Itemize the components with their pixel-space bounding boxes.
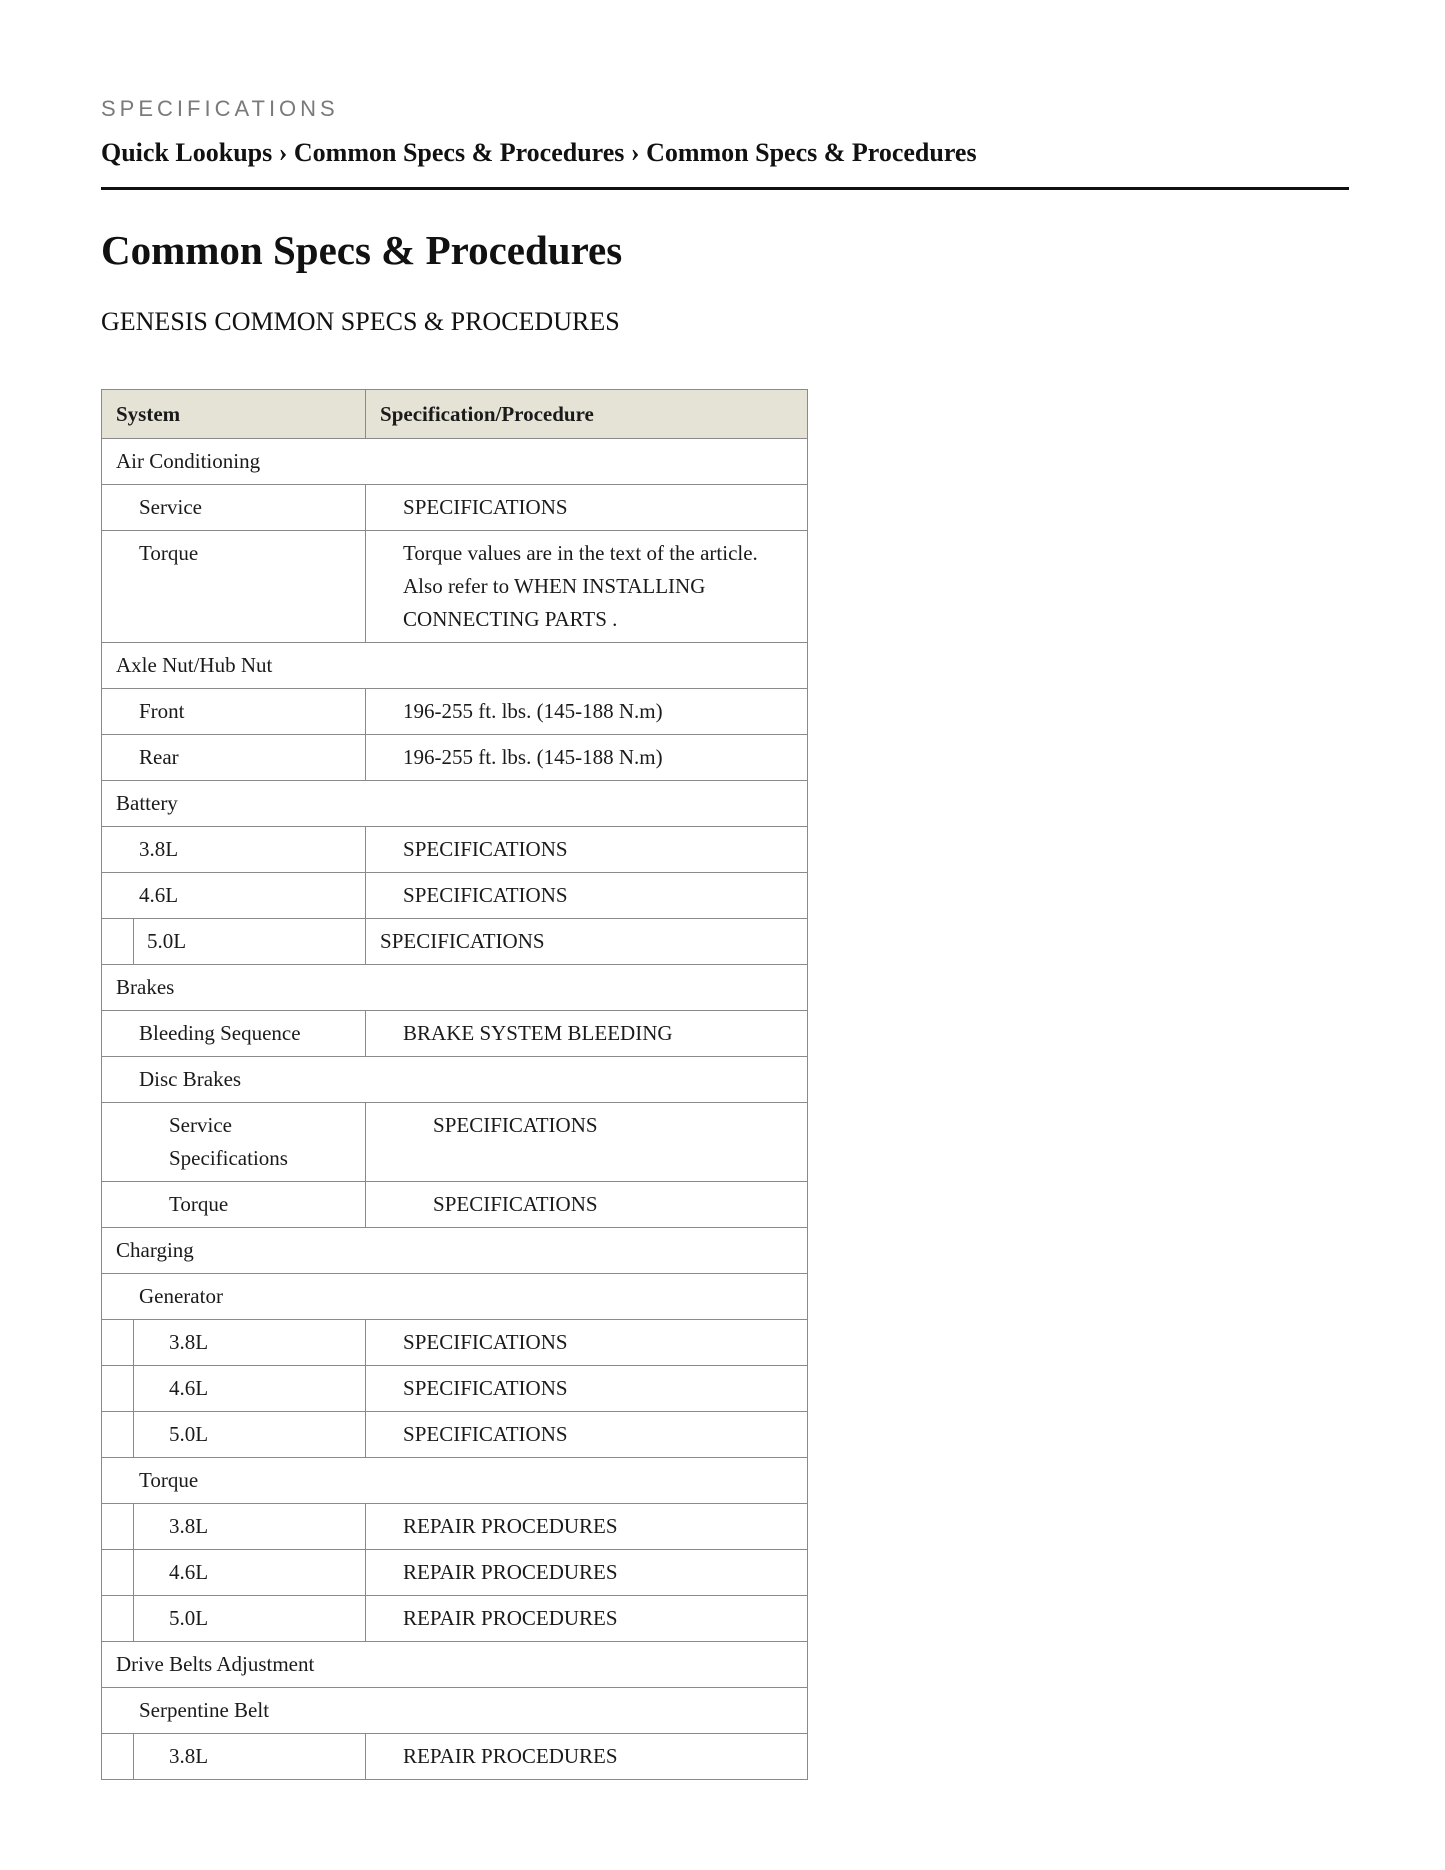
table-row: [102, 873, 808, 919]
row-label: 4.6L: [102, 873, 366, 919]
row-label: Rear: [102, 735, 366, 781]
indent-gutter: [102, 919, 134, 965]
table-row: [102, 1182, 808, 1228]
row-label: 5.0L: [134, 1596, 366, 1642]
table-row: [102, 1103, 808, 1182]
table-row: [102, 1734, 808, 1780]
row-value-link[interactable]: SPECIFICATIONS: [366, 1103, 808, 1182]
table-row: [102, 1412, 808, 1458]
table-row: [102, 531, 808, 643]
row-label: 5.0L: [134, 1412, 366, 1458]
page-title: Common Specs & Procedures: [101, 227, 623, 273]
indent-gutter: [102, 1504, 134, 1550]
row-label: Bleeding Sequence: [102, 1011, 366, 1057]
indent-gutter: [102, 1734, 134, 1780]
group-label: Brakes: [102, 965, 808, 1011]
row-value-link[interactable]: REPAIR PROCEDURES: [366, 1504, 808, 1550]
group-label: Charging: [102, 1228, 808, 1274]
indent-gutter: [102, 1366, 134, 1412]
table-row: [102, 1366, 808, 1412]
table-row-group: [102, 781, 808, 827]
table-row-group: [102, 965, 808, 1011]
page-subtitle: GENESIS COMMON SPECS & PROCEDURES: [101, 307, 620, 336]
row-label: 3.8L: [134, 1734, 366, 1780]
table-row-group: [102, 1688, 808, 1734]
indent-gutter: [102, 1320, 134, 1366]
indent-gutter: [102, 1412, 134, 1458]
row-label: Torque: [102, 531, 366, 643]
row-value-link[interactable]: SPECIFICATIONS: [366, 1412, 808, 1458]
row-label: 4.6L: [134, 1366, 366, 1412]
row-value-link[interactable]: REPAIR PROCEDURES: [366, 1550, 808, 1596]
table-row: [102, 689, 808, 735]
table-row-group: [102, 1642, 808, 1688]
row-value-link[interactable]: SPECIFICATIONS: [366, 873, 808, 919]
row-value-link[interactable]: SPECIFICATIONS: [366, 485, 808, 531]
row-label: 5.0L: [134, 919, 366, 965]
table-row: [102, 1011, 808, 1057]
row-label: 4.6L: [134, 1550, 366, 1596]
row-label: Torque: [102, 1182, 366, 1228]
row-label: 3.8L: [134, 1504, 366, 1550]
row-value-link[interactable]: SPECIFICATIONS: [366, 1182, 808, 1228]
row-value-link[interactable]: REPAIR PROCEDURES: [366, 1596, 808, 1642]
column-header-spec: Specification/Procedure: [366, 390, 808, 439]
table-row-group: [102, 1228, 808, 1274]
table-row: [102, 1504, 808, 1550]
table-row: [102, 735, 808, 781]
specs-table-container: [101, 389, 807, 1780]
row-label: Front: [102, 689, 366, 735]
row-value-link[interactable]: SPECIFICATIONS: [366, 827, 808, 873]
row-label: Service: [102, 485, 366, 531]
section-eyebrow: SPECIFICATIONS: [101, 96, 339, 121]
row-value-link[interactable]: SPECIFICATIONS: [366, 919, 808, 965]
group-label: Battery: [102, 781, 808, 827]
row-value-link[interactable]: BRAKE SYSTEM BLEEDING: [366, 1011, 808, 1057]
table-row-group: [102, 1274, 808, 1320]
table-row-group: [102, 1458, 808, 1504]
table-row: [102, 1596, 808, 1642]
table-row: [102, 1320, 808, 1366]
specs-table: [101, 389, 808, 1780]
group-label: Axle Nut/Hub Nut: [102, 643, 808, 689]
row-label: Service Specifications: [102, 1103, 366, 1182]
subgroup-label: Torque: [102, 1458, 808, 1504]
table-row-group: [102, 439, 808, 485]
row-value-link[interactable]: REPAIR PROCEDURES: [366, 1734, 808, 1780]
row-value: 196-255 ft. lbs. (145-188 N.m): [366, 689, 808, 735]
group-label: Drive Belts Adjustment: [102, 1642, 808, 1688]
subgroup-label: Disc Brakes: [102, 1057, 808, 1103]
table-row: [102, 827, 808, 873]
table-row-group: [102, 643, 808, 689]
row-value-link[interactable]: SPECIFICATIONS: [366, 1366, 808, 1412]
header-divider: [101, 187, 1349, 190]
indent-gutter: [102, 1596, 134, 1642]
row-value: Torque values are in the text of the article. Also refer to WHEN INSTALLING CONNECTING PARTS .: [366, 531, 808, 643]
table-row: [102, 919, 808, 965]
indent-gutter: [102, 1550, 134, 1596]
table-row: [102, 1550, 808, 1596]
row-value: 196-255 ft. lbs. (145-188 N.m): [366, 735, 808, 781]
group-label: Air Conditioning: [102, 439, 808, 485]
table-row-group: [102, 1057, 808, 1103]
row-value-link[interactable]: SPECIFICATIONS: [366, 1320, 808, 1366]
breadcrumb[interactable]: Quick Lookups › Common Specs & Procedures › Common Specs & Procedures: [101, 138, 977, 167]
table-header-row: [102, 390, 808, 439]
table-row: [102, 485, 808, 531]
row-label: 3.8L: [134, 1320, 366, 1366]
column-header-system: System: [102, 390, 366, 439]
subgroup-label: Generator: [102, 1274, 808, 1320]
row-label: 3.8L: [102, 827, 366, 873]
subgroup-label: Serpentine Belt: [102, 1688, 808, 1734]
